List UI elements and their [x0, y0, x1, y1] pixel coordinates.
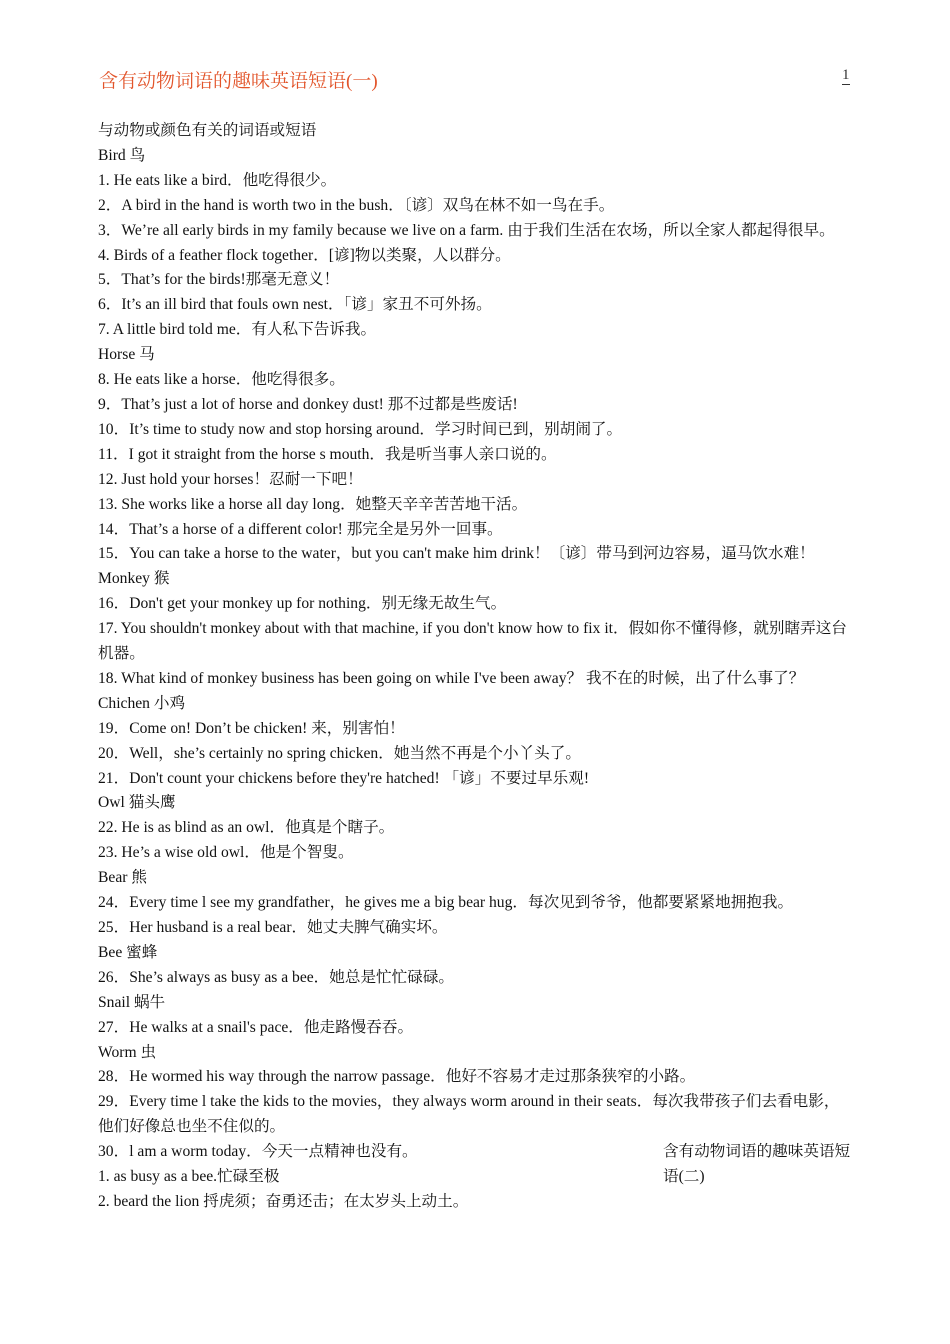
phrase-line: 18. What kind of monkey business has been going on while I've been away？ 我不在的时候，出了什么事了？ — [98, 669, 805, 687]
subtitle-line: 与动物或颜色有关的词语或短语 — [98, 122, 317, 139]
phrase-line: 15．You can take a horse to the water，but you can't make him drink！〔谚〕带马到河边容易，逼马饮水难！ — [98, 545, 815, 563]
phrase-line: 14．That’s a horse of a different color! 那完全是另外一回事。 — [98, 520, 503, 538]
phrase-line: 13. She works like a horse all day long．她整天辛辛苦苦地干活。 — [98, 495, 528, 513]
section-heading-horse: Horse 马 — [98, 346, 155, 364]
section-heading-snail: Snail 蜗牛 — [98, 993, 166, 1011]
phrase-30-text: 30．l am a worm today．今天一点精神也没有。 — [98, 1143, 418, 1161]
section-heading-chicken: Chichen 小鸡 — [98, 694, 186, 712]
part-two-phrase-line: 2. beard the lion 捋虎须；奋勇还击；在太岁头上动土。 — [98, 1192, 469, 1210]
phrase-line: 23. He’s a wise old owl．他是个智叟。 — [98, 844, 354, 862]
phrase-line: 19．Come on! Don’t be chicken! 来，别害怕！ — [98, 719, 405, 737]
phrase-line: 28．He wormed his way through the narrow passage．他好不容易才走过那条狭窄的小路。 — [98, 1068, 696, 1086]
phrase-line: 11．I got it straight from the horse s mouth．我是听当事人亲口说的。 — [98, 445, 557, 463]
phrase-line: 17. You shouldn't monkey about with that machine, if you don't know how to fix it．假如你不懂得修，就别瞎弄这台机器。 — [98, 620, 847, 663]
phrase-line: 20．Well，she’s certainly no spring chicken．她当然不再是个小丫头了。 — [98, 744, 581, 762]
phrase-line: 1. He eats like a bird．他吃得很少。 — [98, 171, 337, 189]
document-title: 含有动物词语的趣味英语短语(一) — [99, 71, 378, 92]
phrase-line: 3．We’re all early birds in my family because we live on a farm. 由于我们生活在农场，所以全家人都起得很早。 — [98, 221, 835, 239]
phrase-line: 22. He is as blind as an owl．他真是个瞎子。 — [98, 819, 395, 837]
phrase-line: 24．Every time l see my grandfather，he gives me a big bear hug．每次见到爷爷，他都要紧紧地拥抱我。 — [98, 894, 794, 912]
phrase-line: 9．That’s just a lot of horse and donkey dust! 那不过都是些废话! — [98, 395, 518, 413]
phrase-line: 26．She’s always as busy as a bee．她总是忙忙碌碌。 — [98, 968, 455, 986]
part-two-title: 含有动物词语的趣味英语短语(二) — [663, 1143, 851, 1186]
phrase-line: 25．Her husband is a real bear．她丈夫脾气确实坏。 — [98, 919, 448, 936]
phrase-line: 12. Just hold your horses！忍耐一下吧！ — [98, 470, 363, 488]
phrase-line: 6．It’s an ill bird that fouls own nest．「谚」家丑不可外扬。 — [98, 296, 492, 314]
section-heading-owl: Owl 猫头鹰 — [98, 794, 176, 812]
document-body — [98, 119, 854, 1215]
phrase-line: 4. Birds of a feather flock together．[谚]物以类聚，人以群分。 — [98, 246, 511, 264]
phrase-line: 16．Don't get your monkey up for nothing．别无缘无故生气。 — [98, 595, 507, 613]
section-heading-bird: Bird 鸟 — [98, 146, 146, 164]
phrase-line: 8. He eats like a horse．他吃得很多。 — [98, 371, 345, 389]
phrase-line: 7. A little bird told me．有人私下告诉我。 — [98, 321, 377, 339]
section-heading-bear: Bear 熊 — [98, 869, 147, 887]
part-two-phrase-line: 1. as busy as a bee.忙碌至极 — [98, 1168, 280, 1186]
phrase-line: 29．Every time l take the kids to the movies，they always worm around in their seats．每次我带孩子们去看电影，他们好像总也坐不住似的。 — [98, 1093, 840, 1136]
section-heading-worm: Worm 虫 — [98, 1043, 157, 1061]
phrase-line: 5．That’s for the birds!那毫无意义！ — [98, 271, 340, 289]
phrase-line: 21．Don't count your chickens before they're hatched! 「谚」不要过早乐观! — [98, 769, 590, 787]
section-heading-monkey: Monkey 猴 — [98, 570, 170, 588]
phrase-line: 2．A bird in the hand is worth two in the bush．〔谚〕双鸟在林不如一鸟在手。 — [98, 196, 615, 214]
page-number: 1 — [842, 67, 850, 83]
phrase-line: 10．It’s time to study now and stop horsing around．学习时间已到，别胡闹了。 — [98, 420, 623, 438]
phrase-line: 27．He walks at a snail's pace．他走路慢吞吞。 — [98, 1018, 414, 1036]
section-heading-bee: Bee 蜜蜂 — [98, 943, 158, 961]
